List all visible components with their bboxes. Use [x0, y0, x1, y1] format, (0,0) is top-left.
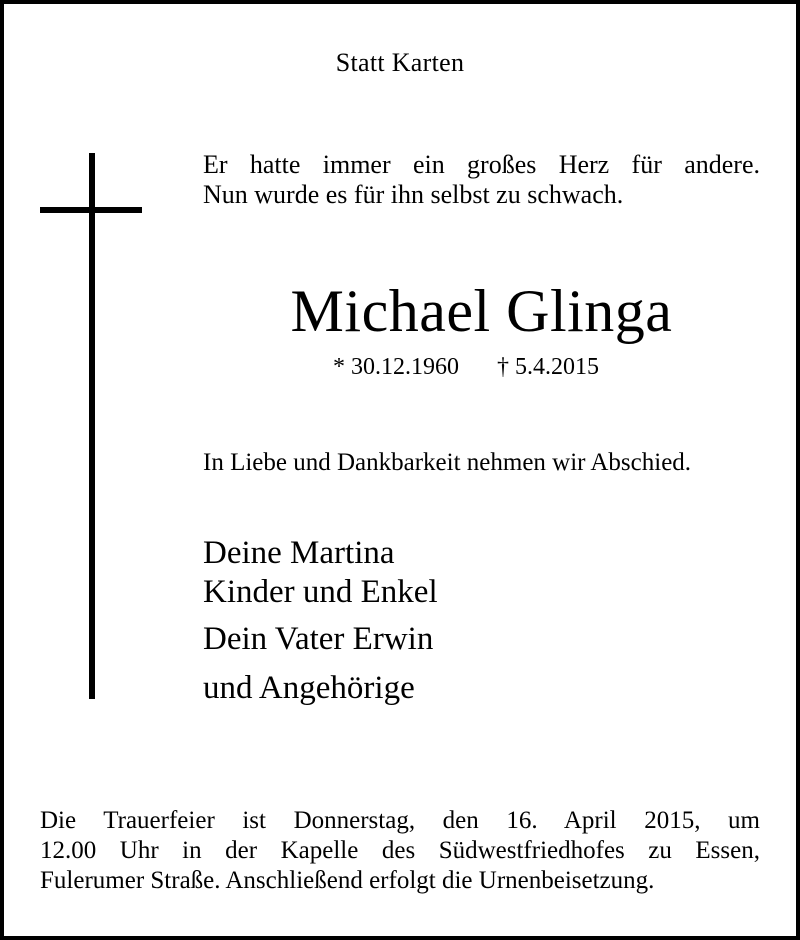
cross-icon-bar [40, 207, 142, 213]
deceased-name: Michael Glinga [290, 278, 673, 344]
service-line-1: Die Trauerfeier ist Donnerstag, den 16. April 2015, um [40, 807, 760, 834]
mourner-name: Kinder und Enkel [203, 574, 438, 610]
mourner-name: Dein Vater Erwin [203, 621, 434, 657]
funeral-service-info [40, 806, 760, 896]
life-dates [333, 354, 599, 381]
death-date: † 5.4.2015 [497, 354, 599, 380]
verse-line-2: Nun wurde es für ihn selbst zu schwach. [203, 180, 624, 209]
mourners-list [203, 534, 438, 708]
service-line-3: Fulerumer Straße. Anschließend erfolgt die Urnenbeisetzung. [40, 867, 655, 894]
cross-icon [89, 153, 95, 699]
header-statt-karten: Statt Karten [335, 48, 465, 77]
verse-line-1: Er hatte immer ein großes Herz für andere. [203, 150, 760, 179]
birth-date: * 30.12.1960 [333, 354, 459, 380]
mourner-name: Deine Martina [203, 535, 395, 571]
farewell-text: In Liebe und Dankbarkeit nehmen wir Abschied. [203, 449, 692, 476]
verse [203, 150, 760, 210]
mourner-name: und Angehörige [203, 670, 415, 706]
service-line-2: 12.00 Uhr in der Kapelle des Südwestfriedhofes zu Essen, [40, 837, 760, 864]
